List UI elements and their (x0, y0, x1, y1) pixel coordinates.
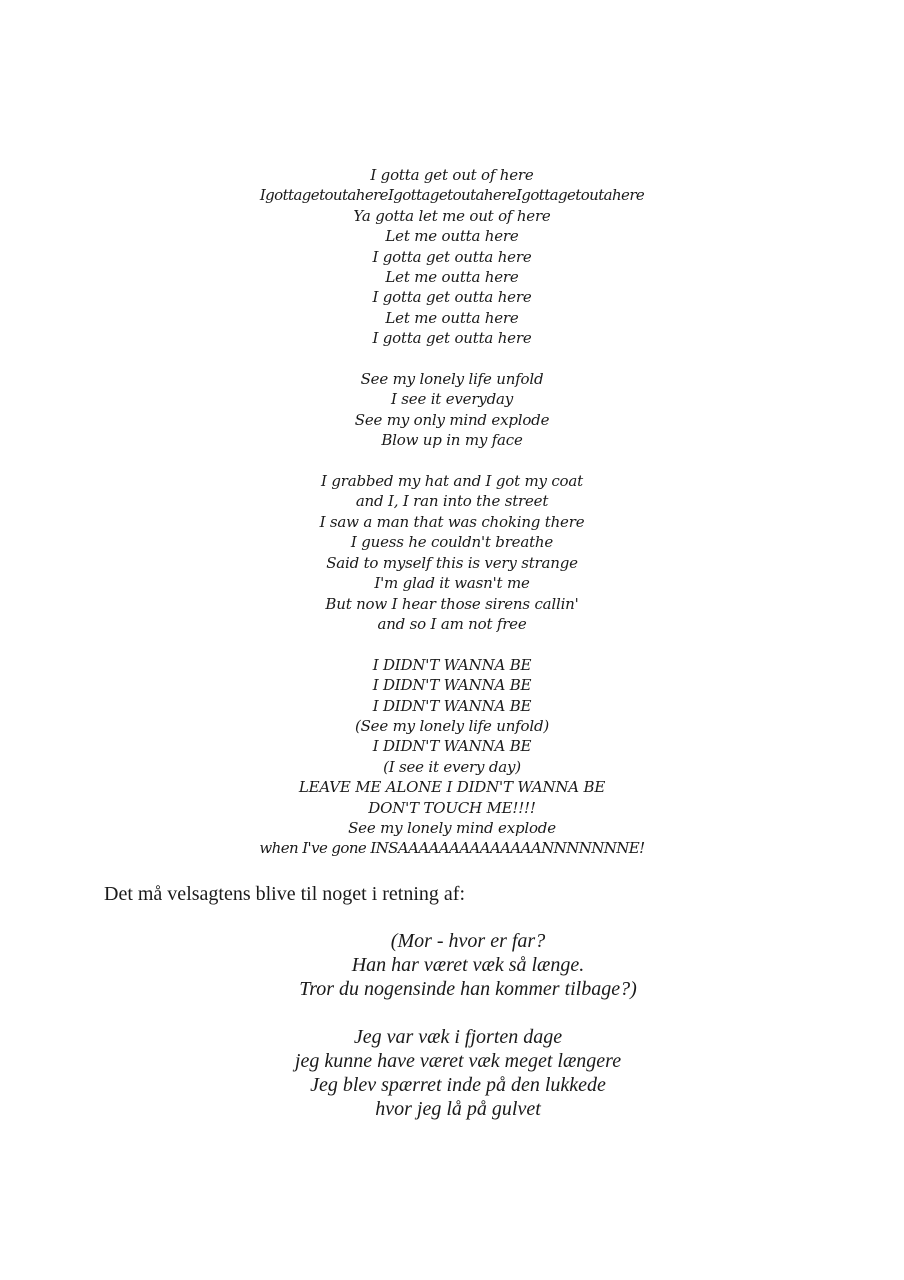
lyric-line: See my lonely mind explode (348, 818, 556, 837)
danish-lyrics (0, 929, 904, 1121)
lyrics-stanza-4 (0, 655, 904, 859)
danish-line: hvor jeg lå på gulvet (375, 1098, 541, 1120)
lyric-line: I see it everyday (391, 390, 513, 409)
danish-line: Tror du nogensinde han kommer tilbage?) (299, 978, 637, 1000)
danish-line: (Mor - hvor er far? (390, 930, 546, 952)
danish-stanza-1 (16, 929, 904, 1001)
lyric-line: I gotta get out of here (370, 166, 534, 184)
lyric-line: I'm glad it wasn't me (374, 574, 530, 593)
lyric-line: IgottagetoutahereIgottagetoutahereIgottagetoutahere (259, 186, 645, 205)
lyric-line: I grabbed my hat and I got my coat (321, 472, 583, 491)
lyric-line: Ya gotta let me out of here (353, 206, 551, 225)
lyric-line: See my only mind explode (354, 410, 550, 429)
lyric-line: when I've gone INSAAAAAAAAAAAAAANNNNNNNE! (259, 839, 645, 858)
lyric-line: Let me outta here (385, 308, 519, 327)
danish-line: Jeg blev spærret inde på den lukkede (310, 1074, 606, 1096)
lyric-line: Blow up in my face (381, 431, 523, 450)
lyric-line: I gotta get outta here (372, 288, 532, 307)
danish-line: Han har været væk så længe. (351, 954, 585, 976)
lyric-line: I gotta get outta here (372, 329, 532, 348)
lyric-line: Said to myself this is very strange (326, 553, 578, 572)
lyric-line: I DIDN'T WANNA BE (372, 737, 532, 756)
danish-stanza-2 (6, 1025, 904, 1121)
lyrics-stanza-1 (0, 165, 904, 349)
lyric-line: I guess he couldn't breathe (350, 533, 554, 552)
lyric-line: LEAVE ME ALONE I DIDN'T WANNA BE (298, 778, 606, 797)
english-lyrics (0, 165, 904, 859)
lyric-line: I saw a man that was choking there (319, 512, 585, 531)
danish-line: jeg kunne have været væk meget længere (294, 1050, 622, 1072)
danish-line: Jeg var væk i fjorten dage (353, 1026, 563, 1048)
lyric-line: (See my lonely life unfold) (354, 716, 550, 735)
lyric-line: But now I hear those sirens callin' (325, 594, 579, 613)
lyrics-stanza-3 (0, 471, 904, 634)
lyric-line: See my lonely life unfold (360, 370, 544, 389)
lyrics-stanza-2 (0, 369, 904, 451)
lyric-line: I DIDN'T WANNA BE (372, 696, 532, 715)
lyric-line: and I, I ran into the street (355, 492, 549, 511)
lyric-line: DON'T TOUCH ME!!!! (368, 798, 536, 817)
lyric-line: I gotta get outta here (372, 247, 532, 266)
intro-paragraph: Det må velsagtens blive til noget i retning af: (104, 883, 466, 905)
lyric-line: and so I am not free (377, 614, 527, 633)
lyric-line: Let me outta here (385, 268, 519, 287)
lyric-line: I DIDN'T WANNA BE (372, 676, 532, 695)
lyric-line: I DIDN'T WANNA BE (372, 655, 532, 674)
lyric-line: Let me outta here (385, 227, 519, 246)
lyric-line: (I see it every day) (383, 757, 521, 776)
